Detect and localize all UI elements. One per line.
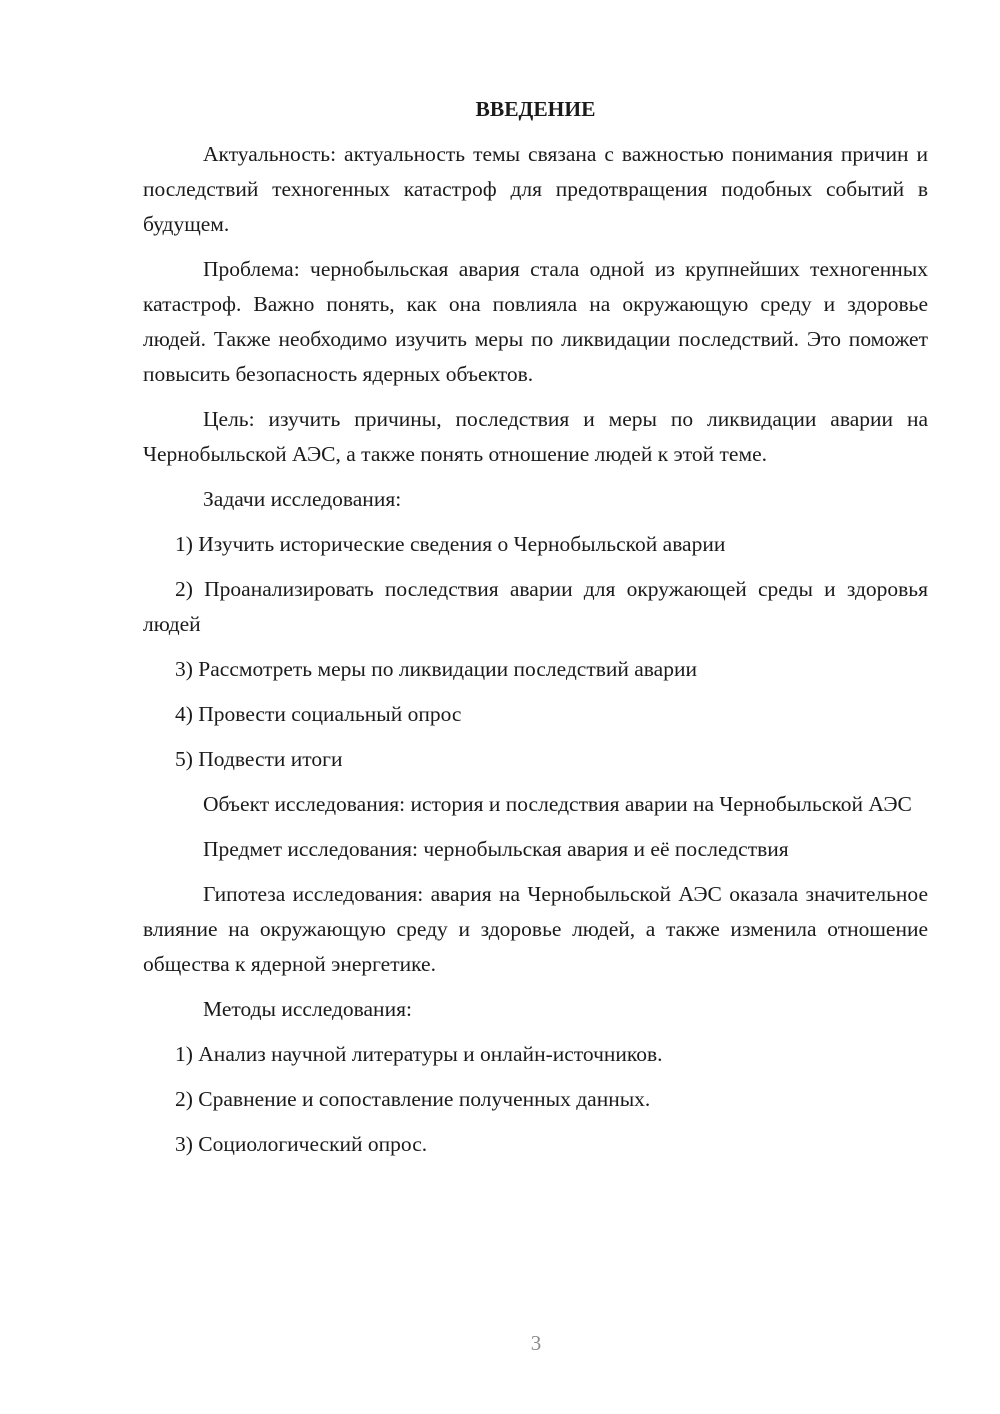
- task-item-1: 1) Изучить исторические сведения о Чернобыльской аварии: [175, 532, 726, 556]
- subject-paragraph: Предмет исследования: чернобыльская авария и её последствия: [203, 837, 789, 861]
- document-page: [143, 92, 928, 1172]
- hypothesis-paragraph: Гипотеза исследования: авария на Чернобыльской АЭС оказала значительное влияние на окружающую среду и здоровье людей, а также изменила отношение общества к ядерной энергетике.: [143, 882, 928, 976]
- section-title: ВВЕДЕНИЕ: [475, 97, 596, 121]
- method-item-2: 2) Сравнение и сопоставление полученных данных.: [175, 1087, 651, 1111]
- object-paragraph: Объект исследования: история и последствия аварии на Чернобыльской АЭС: [203, 792, 912, 816]
- task-item-4: 4) Провести социальный опрос: [175, 702, 462, 726]
- problem-paragraph: Проблема: чернобыльская авария стала одной из крупнейших техногенных катастроф. Важно понять, как она повлияла на окружающую среду и здоровье людей. Также необходимо изучить меры по ликвидации последствий. Это поможет повысить безопасность ядерных объектов.: [143, 257, 928, 386]
- relevance-paragraph: Актуальность: актуальность темы связана с важностью понимания причин и последствий техногенных катастроф для предотвращения подобных событий в будущем.: [143, 142, 928, 236]
- task-item-3: 3) Рассмотреть меры по ликвидации последствий аварии: [175, 657, 697, 681]
- task-item-2: 2) Проанализировать последствия аварии для окружающей среды и здоровья людей: [143, 577, 928, 636]
- page-number: 3: [530, 1331, 542, 1355]
- tasks-heading: Задачи исследования:: [203, 487, 402, 511]
- goal-paragraph: Цель: изучить причины, последствия и меры по ликвидации аварии на Чернобыльской АЭС, а также понять отношение людей к этой теме.: [143, 407, 928, 466]
- method-item-1: 1) Анализ научной литературы и онлайн-источников.: [175, 1042, 663, 1066]
- task-item-5: 5) Подвести итоги: [175, 747, 343, 771]
- methods-heading: Методы исследования:: [203, 997, 412, 1021]
- method-item-3: 3) Социологический опрос.: [175, 1132, 428, 1156]
